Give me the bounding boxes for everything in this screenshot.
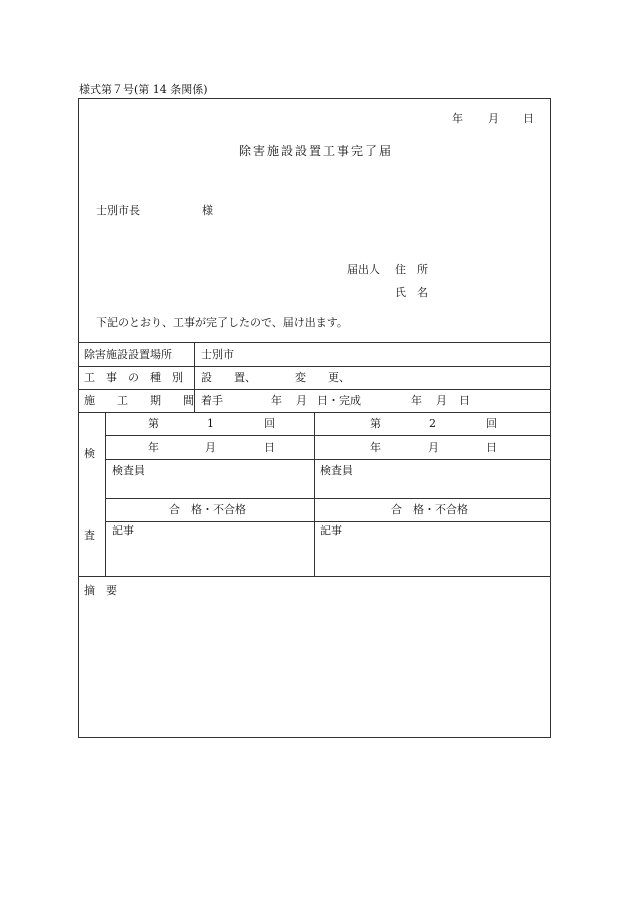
form-number: 様式第７号(第 14 条関係) [79, 83, 208, 96]
inspection-1-inspector-label: 検査員 [112, 464, 145, 477]
inspection-2-month: 月 [428, 441, 439, 454]
header-date-day: 日 [523, 112, 534, 125]
inspection-1-day: 日 [264, 441, 275, 454]
inspection-1-year: 年 [148, 441, 159, 454]
inspection-2-day: 日 [486, 441, 497, 454]
rule-location-top [78, 342, 551, 343]
inspection-2-no-prefix: 第 [370, 417, 381, 430]
inspection-1-month: 月 [205, 441, 216, 454]
header-date-month: 月 [488, 112, 499, 125]
period-start-day-complete: 日・完成 [317, 394, 361, 407]
inspection-2-no: 2 [429, 417, 436, 430]
period-start: 着手 [201, 394, 223, 407]
rule-inspection-label-divider [105, 412, 106, 576]
inspection-2-inspector-label: 検査員 [320, 464, 353, 477]
applicant-name-label: 氏 名 [395, 286, 428, 299]
period-start-month: 月 [296, 394, 307, 407]
rule-summary-top [78, 576, 551, 577]
period-end-year: 年 [411, 394, 422, 407]
location-value: 士別市 [201, 348, 234, 361]
rule-inspection-column-divider [314, 412, 315, 576]
inspection-1-no-prefix: 第 [148, 417, 159, 430]
rule-inspection-date-top [105, 435, 551, 436]
inspection-1-notes-label: 記事 [112, 524, 134, 537]
work-type-change: 変 更、 [295, 371, 350, 384]
rule-label-divider [194, 342, 195, 412]
applicant-label: 届出人 [347, 263, 380, 276]
inspection-1-no-suffix: 回 [264, 417, 275, 430]
intro-text: 下記のとおり、工事が完了したので、届け出ます。 [96, 316, 348, 329]
rule-inspector-top [105, 459, 551, 460]
inspection-label-bottom: 査 [84, 529, 95, 542]
header-date-year: 年 [452, 112, 463, 125]
inspection-2-notes-label: 記事 [320, 524, 342, 537]
work-type-label: 工 事 の 種 別 [84, 371, 183, 384]
addressee-name: 士別市長 [96, 204, 140, 217]
period-end-month: 月 [436, 394, 447, 407]
location-label: 除害施設設置場所 [84, 348, 172, 361]
rule-type-top [78, 366, 551, 367]
rule-result-top [105, 498, 551, 499]
work-type-install: 設 置、 [201, 371, 256, 384]
summary-label: 摘 要 [84, 584, 117, 597]
inspection-2-result: 合 格・不合格 [391, 503, 468, 516]
period-start-year: 年 [271, 394, 282, 407]
period-label: 施 工 期 間 [84, 394, 194, 407]
inspection-2-no-suffix: 回 [486, 417, 497, 430]
rule-period-top [78, 389, 551, 390]
inspection-1-result: 合 格・不合格 [169, 503, 246, 516]
applicant-address-label: 住 所 [395, 263, 428, 276]
inspection-label-top: 検 [84, 447, 95, 460]
inspection-1-no: 1 [207, 417, 214, 430]
inspection-2-year: 年 [370, 441, 381, 454]
rule-notes-top [105, 521, 551, 522]
document-title: 除害施設設置工事完了届 [239, 144, 394, 158]
addressee-honorific: 様 [202, 204, 213, 217]
period-end-day: 日 [459, 394, 470, 407]
